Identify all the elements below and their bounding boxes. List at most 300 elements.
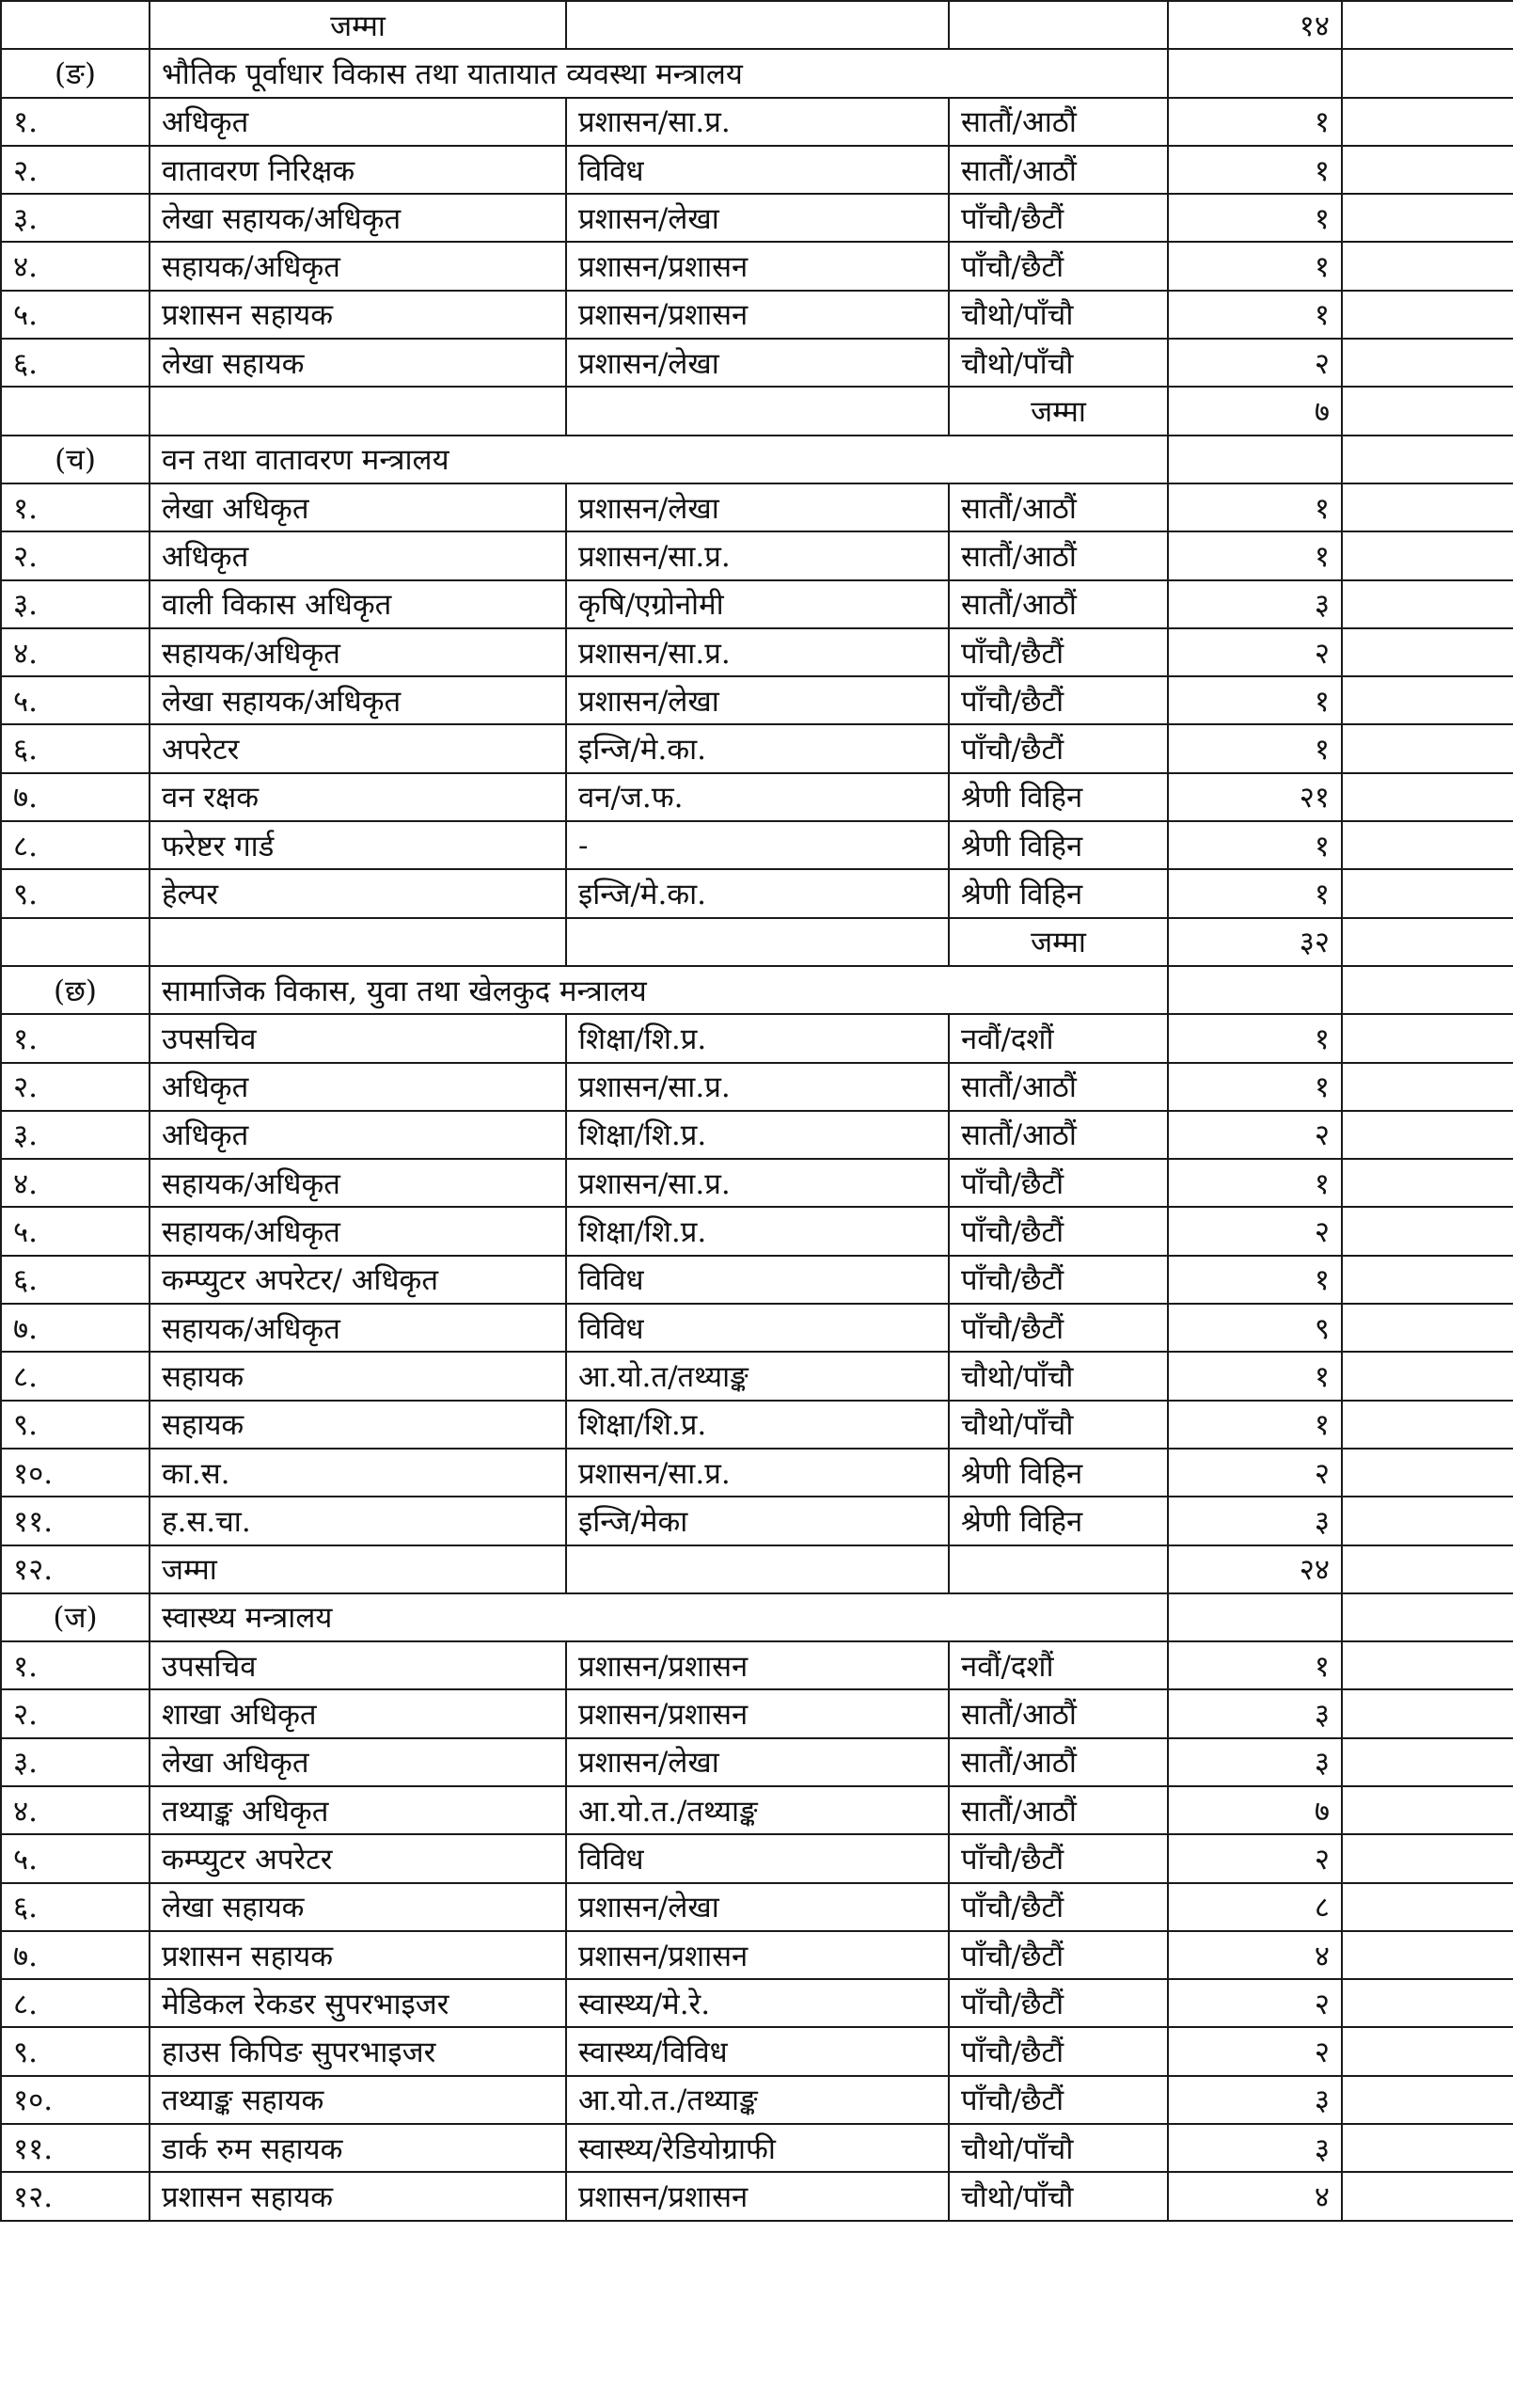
table-row xyxy=(1,1641,1513,1689)
total-value: २४ xyxy=(1168,1545,1342,1593)
remarks-cell xyxy=(1342,98,1513,146)
table-row xyxy=(1,1883,1513,1931)
level: सातौं/आठौं xyxy=(949,1738,1168,1786)
remarks-cell xyxy=(1342,1159,1513,1207)
post-name: सहायक/अधिकृत xyxy=(150,1304,566,1352)
post-count: २ xyxy=(1168,1449,1342,1497)
post-name: प्रशासन सहायक xyxy=(150,2172,566,2220)
level: पाँचौ/छैटौं xyxy=(949,1256,1168,1304)
remarks-cell xyxy=(1342,1931,1513,1979)
serial-number: ७. xyxy=(1,1304,150,1352)
post-count: १ xyxy=(1168,1063,1342,1111)
post-count: १ xyxy=(1168,1256,1342,1304)
empty-cell xyxy=(566,1545,949,1593)
table-row xyxy=(1,242,1513,290)
table-row xyxy=(1,2027,1513,2075)
table-row xyxy=(1,628,1513,676)
post-name: अधिकृत xyxy=(150,98,566,146)
empty-cell xyxy=(150,387,566,435)
table-row xyxy=(1,773,1513,821)
table-row xyxy=(1,1834,1513,1882)
post-name: कम्प्युटर अपरेटर xyxy=(150,1834,566,1882)
level: पाँचौ/छैटौं xyxy=(949,724,1168,772)
level: चौथो/पाँचौ xyxy=(949,1401,1168,1449)
post-name: सहायक/अधिकृत xyxy=(150,628,566,676)
level: पाँचौ/छैटौं xyxy=(949,2076,1168,2124)
serial-number: ६. xyxy=(1,1883,150,1931)
table-row xyxy=(1,1111,1513,1159)
service-group: प्रशासन/सा.प्र. xyxy=(566,628,949,676)
remarks-cell xyxy=(1342,531,1513,579)
remarks-cell xyxy=(1342,821,1513,869)
service-group: विविध xyxy=(566,1256,949,1304)
post-count: ३ xyxy=(1168,2124,1342,2172)
serial-number: ९. xyxy=(1,2027,150,2075)
post-count: १ xyxy=(1168,1352,1342,1400)
empty-cell xyxy=(566,1,949,49)
service-group: प्रशासन/लेखा xyxy=(566,194,949,242)
empty-cell xyxy=(1342,436,1513,483)
level: सातौं/आठौं xyxy=(949,98,1168,146)
empty-cell xyxy=(1168,1593,1342,1641)
post-name: सहायक/अधिकृत xyxy=(150,1159,566,1207)
post-count: १ xyxy=(1168,483,1342,531)
table-row xyxy=(1,676,1513,724)
post-count: १ xyxy=(1168,724,1342,772)
empty-cell xyxy=(1342,966,1513,1014)
remarks-cell xyxy=(1342,1304,1513,1352)
service-group: प्रशासन/लेखा xyxy=(566,1738,949,1786)
service-group: स्वास्थ्य/मे.रे. xyxy=(566,1979,949,2027)
empty-cell xyxy=(150,918,566,966)
serial-number: २. xyxy=(1,1689,150,1737)
remarks-cell xyxy=(1342,676,1513,724)
post-count: २ xyxy=(1168,1207,1342,1255)
table-row xyxy=(1,194,1513,242)
serial-number: १. xyxy=(1,483,150,531)
remarks-cell xyxy=(1342,1545,1513,1593)
post-count: ३ xyxy=(1168,2076,1342,2124)
post-name: हाउस किपिङ सुपरभाइजर xyxy=(150,2027,566,2075)
remarks-cell xyxy=(1342,483,1513,531)
total-row xyxy=(1,1,1513,49)
remarks-cell xyxy=(1342,1786,1513,1834)
empty-cell xyxy=(1,387,150,435)
post-count: २ xyxy=(1168,339,1342,387)
table-row xyxy=(1,1014,1513,1062)
remarks-cell xyxy=(1342,1352,1513,1400)
empty-cell xyxy=(566,387,949,435)
total-label: जम्मा xyxy=(949,918,1168,966)
level: पाँचौ/छैटौं xyxy=(949,676,1168,724)
service-group: विविध xyxy=(566,146,949,194)
total-label: जम्मा xyxy=(150,1,566,49)
serial-number: ३. xyxy=(1,580,150,628)
post-count: १ xyxy=(1168,531,1342,579)
remarks-cell xyxy=(1342,1497,1513,1545)
empty-cell xyxy=(1,1,150,49)
table-row xyxy=(1,1497,1513,1545)
serial-number: ५. xyxy=(1,291,150,339)
service-group: प्रशासन/लेखा xyxy=(566,483,949,531)
serial-number: ६. xyxy=(1,339,150,387)
table-row xyxy=(1,1063,1513,1111)
serial-number: २. xyxy=(1,531,150,579)
post-name: वातावरण निरिक्षक xyxy=(150,146,566,194)
serial-number: ११. xyxy=(1,2124,150,2172)
post-count: ३ xyxy=(1168,1689,1342,1737)
table-row xyxy=(1,2172,1513,2220)
post-count: २ xyxy=(1168,628,1342,676)
section-heading-row xyxy=(1,966,1513,1014)
table-row xyxy=(1,1207,1513,1255)
section-heading-row xyxy=(1,49,1513,97)
service-group: प्रशासन/लेखा xyxy=(566,339,949,387)
post-count: १ xyxy=(1168,98,1342,146)
level: चौथो/पाँचौ xyxy=(949,339,1168,387)
table-row xyxy=(1,2076,1513,2124)
service-group: आ.यो.त./तथ्याङ्क xyxy=(566,2076,949,2124)
post-name: डार्क रुम सहायक xyxy=(150,2124,566,2172)
post-name: लेखा अधिकृत xyxy=(150,483,566,531)
remarks-cell xyxy=(1342,339,1513,387)
section-heading-row xyxy=(1,436,1513,483)
level: पाँचौ/छैटौं xyxy=(949,628,1168,676)
service-group: प्रशासन/लेखा xyxy=(566,1883,949,1931)
table-row xyxy=(1,146,1513,194)
section-id: (च) xyxy=(1,436,150,483)
level: नवौं/दशौं xyxy=(949,1014,1168,1062)
service-group: शिक्षा/शि.प्र. xyxy=(566,1014,949,1062)
service-group: प्रशासन/प्रशासन xyxy=(566,1931,949,1979)
empty-cell xyxy=(1342,49,1513,97)
serial-number: ८. xyxy=(1,1352,150,1400)
table-row xyxy=(1,98,1513,146)
service-group: स्वास्थ्य/रेडियोग्राफी xyxy=(566,2124,949,2172)
service-group: प्रशासन/सा.प्र. xyxy=(566,1063,949,1111)
total-row xyxy=(1,387,1513,435)
level: पाँचौ/छैटौं xyxy=(949,1304,1168,1352)
post-name: तथ्याङ्क सहायक xyxy=(150,2076,566,2124)
service-group: प्रशासन/प्रशासन xyxy=(566,242,949,290)
level: सातौं/आठौं xyxy=(949,146,1168,194)
post-name: सहायक xyxy=(150,1401,566,1449)
serial-number: १. xyxy=(1,98,150,146)
post-count: १ xyxy=(1168,194,1342,242)
level: चौथो/पाँचौ xyxy=(949,2124,1168,2172)
post-name: अपरेटर xyxy=(150,724,566,772)
serial-number: १०. xyxy=(1,1449,150,1497)
post-count: १ xyxy=(1168,821,1342,869)
post-name: तथ्याङ्क अधिकृत xyxy=(150,1786,566,1834)
table-row xyxy=(1,580,1513,628)
level: सातौं/आठौं xyxy=(949,1063,1168,1111)
serial-number: १. xyxy=(1,1641,150,1689)
empty-cell xyxy=(566,918,949,966)
level: श्रेणी विहिन xyxy=(949,1497,1168,1545)
level: श्रेणी विहिन xyxy=(949,821,1168,869)
post-name: लेखा सहायक/अधिकृत xyxy=(150,194,566,242)
table-row xyxy=(1,1304,1513,1352)
level: पाँचौ/छैटौं xyxy=(949,1883,1168,1931)
remarks-cell xyxy=(1342,2076,1513,2124)
table-row xyxy=(1,531,1513,579)
post-name: लेखा सहायक xyxy=(150,339,566,387)
serial-number: ९. xyxy=(1,869,150,917)
serial-number: ८. xyxy=(1,1979,150,2027)
section-id: (छ) xyxy=(1,966,150,1014)
empty-cell xyxy=(1342,1593,1513,1641)
remarks-cell xyxy=(1342,580,1513,628)
table-row xyxy=(1,1979,1513,2027)
service-group: प्रशासन/सा.प्र. xyxy=(566,1449,949,1497)
level: पाँचौ/छैटौं xyxy=(949,2027,1168,2075)
section-id: (ङ) xyxy=(1,49,150,97)
table-body xyxy=(1,1,1513,2221)
serial-number: ५. xyxy=(1,1834,150,1882)
service-group: विविध xyxy=(566,1834,949,1882)
service-group: वन/ज.फ. xyxy=(566,773,949,821)
service-group: आ.यो.त./तथ्याङ्क xyxy=(566,1786,949,1834)
post-count: ४ xyxy=(1168,2172,1342,2220)
remarks-cell xyxy=(1342,291,1513,339)
empty-cell xyxy=(1,918,150,966)
serial-number: ६. xyxy=(1,1256,150,1304)
post-name: शाखा अधिकृत xyxy=(150,1689,566,1737)
table-row xyxy=(1,2124,1513,2172)
serial-number: १. xyxy=(1,1014,150,1062)
post-name: उपसचिव xyxy=(150,1641,566,1689)
total-label: जम्मा xyxy=(150,1545,566,1593)
serial-number: ११. xyxy=(1,1497,150,1545)
empty-cell xyxy=(949,1545,1168,1593)
table-row xyxy=(1,1931,1513,1979)
remarks-cell xyxy=(1342,1641,1513,1689)
level: सातौं/आठौं xyxy=(949,580,1168,628)
serial-number: ९. xyxy=(1,1401,150,1449)
remarks-cell xyxy=(1342,2124,1513,2172)
service-group: प्रशासन/लेखा xyxy=(566,676,949,724)
post-name: अधिकृत xyxy=(150,1063,566,1111)
ministry-title: भौतिक पूर्वाधार विकास तथा यातायात व्यवस्था मन्त्रालय xyxy=(150,49,1168,97)
remarks-cell xyxy=(1342,1401,1513,1449)
remarks-cell xyxy=(1342,1111,1513,1159)
post-name: फरेष्टर गार्ड xyxy=(150,821,566,869)
post-name: लेखा अधिकृत xyxy=(150,1738,566,1786)
level: सातौं/आठौं xyxy=(949,1111,1168,1159)
service-group: प्रशासन/सा.प्र. xyxy=(566,531,949,579)
service-group: इन्जि/मे.का. xyxy=(566,724,949,772)
total-value: ३२ xyxy=(1168,918,1342,966)
post-count: १ xyxy=(1168,1641,1342,1689)
remarks-cell xyxy=(1342,387,1513,435)
level: श्रेणी विहिन xyxy=(949,1449,1168,1497)
post-name: वाली विकास अधिकृत xyxy=(150,580,566,628)
level: पाँचौ/छैटौं xyxy=(949,242,1168,290)
remarks-cell xyxy=(1342,1449,1513,1497)
remarks-cell xyxy=(1342,724,1513,772)
service-group: प्रशासन/प्रशासन xyxy=(566,1641,949,1689)
level: पाँचौ/छैटौं xyxy=(949,194,1168,242)
post-name: का.स. xyxy=(150,1449,566,1497)
table-row xyxy=(1,1689,1513,1737)
serial-number: ७. xyxy=(1,773,150,821)
serial-number: २. xyxy=(1,146,150,194)
service-group: इन्जि/मे.का. xyxy=(566,869,949,917)
empty-cell xyxy=(1168,966,1342,1014)
post-count: ३ xyxy=(1168,1738,1342,1786)
table-row xyxy=(1,339,1513,387)
serial-number: ४. xyxy=(1,628,150,676)
serial-number: ३. xyxy=(1,194,150,242)
level: सातौं/आठौं xyxy=(949,1786,1168,1834)
post-name: प्रशासन सहायक xyxy=(150,1931,566,1979)
post-count: १ xyxy=(1168,869,1342,917)
table-row xyxy=(1,1738,1513,1786)
level: श्रेणी विहिन xyxy=(949,869,1168,917)
section-heading-row xyxy=(1,1593,1513,1641)
serial-number: ४. xyxy=(1,242,150,290)
table-row xyxy=(1,1352,1513,1400)
remarks-cell xyxy=(1342,773,1513,821)
table-row xyxy=(1,1401,1513,1449)
level: पाँचौ/छैटौं xyxy=(949,1207,1168,1255)
service-group: विविध xyxy=(566,1304,949,1352)
post-count: ३ xyxy=(1168,580,1342,628)
remarks-cell xyxy=(1342,1256,1513,1304)
serial-number: २. xyxy=(1,1063,150,1111)
post-count: ७ xyxy=(1168,1786,1342,1834)
service-group: शिक्षा/शि.प्र. xyxy=(566,1207,949,1255)
remarks-cell xyxy=(1342,1979,1513,2027)
serial-number: ४. xyxy=(1,1786,150,1834)
remarks-cell xyxy=(1342,1063,1513,1111)
post-count: ४ xyxy=(1168,1931,1342,1979)
service-group: स्वास्थ्य/विविध xyxy=(566,2027,949,2075)
remarks-cell xyxy=(1342,1207,1513,1255)
service-group: - xyxy=(566,821,949,869)
post-name: सहायक/अधिकृत xyxy=(150,242,566,290)
table-row xyxy=(1,1786,1513,1834)
section-id: (ज) xyxy=(1,1593,150,1641)
post-name: प्रशासन सहायक xyxy=(150,291,566,339)
total-label: जम्मा xyxy=(949,387,1168,435)
post-name: लेखा सहायक/अधिकृत xyxy=(150,676,566,724)
level: पाँचौ/छैटौं xyxy=(949,1159,1168,1207)
level: चौथो/पाँचौ xyxy=(949,2172,1168,2220)
remarks-cell xyxy=(1342,1738,1513,1786)
post-name: सहायक/अधिकृत xyxy=(150,1207,566,1255)
ministry-title: स्वास्थ्य मन्त्रालय xyxy=(150,1593,1168,1641)
post-count: १ xyxy=(1168,242,1342,290)
serial-number: ६. xyxy=(1,724,150,772)
level: पाँचौ/छैटौं xyxy=(949,1931,1168,1979)
service-group: प्रशासन/सा.प्र. xyxy=(566,1159,949,1207)
post-count: १ xyxy=(1168,291,1342,339)
table-row xyxy=(1,291,1513,339)
serial-number: ५. xyxy=(1,676,150,724)
ministry-title: वन तथा वातावरण मन्त्रालय xyxy=(150,436,1168,483)
post-count: १ xyxy=(1168,146,1342,194)
serial-number: ७. xyxy=(1,1931,150,1979)
remarks-cell xyxy=(1342,1014,1513,1062)
post-count: १ xyxy=(1168,1159,1342,1207)
level: सातौं/आठौं xyxy=(949,483,1168,531)
total-value: ७ xyxy=(1168,387,1342,435)
table-row xyxy=(1,821,1513,869)
post-count: ३ xyxy=(1168,1497,1342,1545)
serial-number: ४. xyxy=(1,1159,150,1207)
remarks-cell xyxy=(1342,242,1513,290)
service-group: प्रशासन/प्रशासन xyxy=(566,291,949,339)
level: पाँचौ/छैटौं xyxy=(949,1834,1168,1882)
remarks-cell xyxy=(1342,1883,1513,1931)
table-row xyxy=(1,1159,1513,1207)
remarks-cell xyxy=(1342,2172,1513,2220)
service-group: प्रशासन/सा.प्र. xyxy=(566,98,949,146)
service-group: इन्जि/मेका xyxy=(566,1497,949,1545)
level: चौथो/पाँचौ xyxy=(949,1352,1168,1400)
table-row xyxy=(1,1256,1513,1304)
service-group: शिक्षा/शि.प्र. xyxy=(566,1111,949,1159)
post-count: २ xyxy=(1168,1979,1342,2027)
empty-cell xyxy=(949,1,1168,49)
post-count: १ xyxy=(1168,676,1342,724)
serial-number: १२. xyxy=(1,2172,150,2220)
post-count: ९ xyxy=(1168,1304,1342,1352)
empty-cell xyxy=(1168,49,1342,97)
post-name: अधिकृत xyxy=(150,531,566,579)
total-row xyxy=(1,918,1513,966)
remarks-cell xyxy=(1342,194,1513,242)
service-group: आ.यो.त/तथ्याङ्क xyxy=(566,1352,949,1400)
level: श्रेणी विहिन xyxy=(949,773,1168,821)
service-group: कृषि/एग्रोनोमी xyxy=(566,580,949,628)
serial-number: ३. xyxy=(1,1738,150,1786)
post-name: कम्प्युटर अपरेटर/ अधिकृत xyxy=(150,1256,566,1304)
remarks-cell xyxy=(1342,1834,1513,1882)
ministry-title: सामाजिक विकास, युवा तथा खेलकुद मन्त्रालय xyxy=(150,966,1168,1014)
post-count: ८ xyxy=(1168,1883,1342,1931)
empty-cell xyxy=(1168,436,1342,483)
remarks-cell xyxy=(1342,918,1513,966)
post-name: सहायक xyxy=(150,1352,566,1400)
level: सातौं/आठौं xyxy=(949,1689,1168,1737)
post-count: १ xyxy=(1168,1014,1342,1062)
remarks-cell xyxy=(1342,1,1513,49)
remarks-cell xyxy=(1342,869,1513,917)
serial-number: १२. xyxy=(1,1545,150,1593)
remarks-cell xyxy=(1342,628,1513,676)
level: सातौं/आठौं xyxy=(949,531,1168,579)
serial-number: १०. xyxy=(1,2076,150,2124)
serial-number: ३. xyxy=(1,1111,150,1159)
table-row xyxy=(1,724,1513,772)
post-count: १ xyxy=(1168,1401,1342,1449)
post-count: २१ xyxy=(1168,773,1342,821)
total-value: १४ xyxy=(1168,1,1342,49)
post-name: उपसचिव xyxy=(150,1014,566,1062)
post-name: ह.स.चा. xyxy=(150,1497,566,1545)
table-row xyxy=(1,869,1513,917)
level: पाँचौ/छैटौं xyxy=(949,1979,1168,2027)
service-group: प्रशासन/प्रशासन xyxy=(566,2172,949,2220)
post-count: २ xyxy=(1168,2027,1342,2075)
serial-number: ८. xyxy=(1,821,150,869)
total-row xyxy=(1,1545,1513,1593)
post-count: २ xyxy=(1168,1111,1342,1159)
post-name: लेखा सहायक xyxy=(150,1883,566,1931)
